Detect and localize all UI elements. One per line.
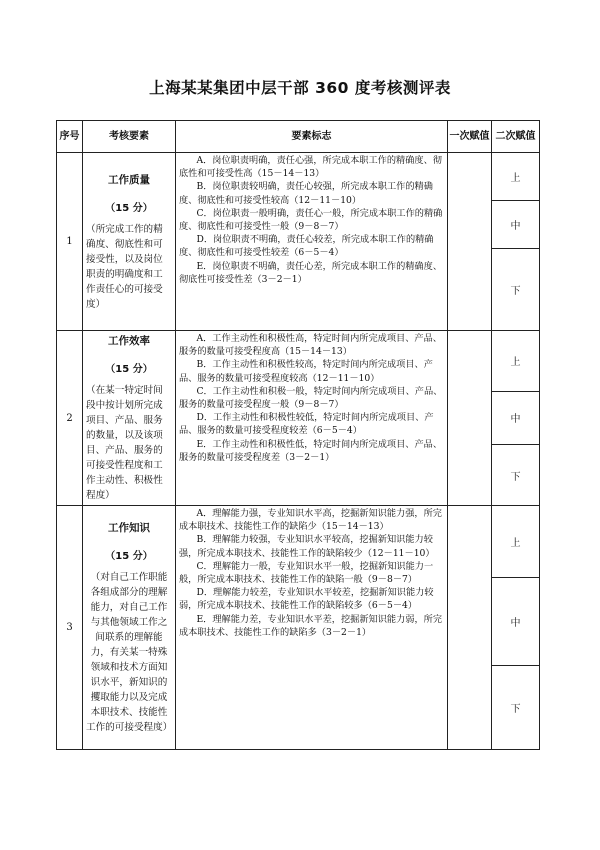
element-description: （所完成工作的精确度、彻底性和可接受性，以及岗位职责的明确度和工作责任心的可接受度） xyxy=(86,223,163,310)
grade-upper[interactable]: 上 xyxy=(492,506,540,578)
criteria-cell xyxy=(176,506,448,750)
criterion-d: D．岗位职责不明确，责任心较差，所完成本职工作的精确度、彻底性和可接受性较差（6－5－4） xyxy=(179,234,434,259)
evaluation-table xyxy=(56,120,540,750)
table-row xyxy=(57,331,540,392)
table-row xyxy=(57,506,540,578)
element-name: 工作效率 xyxy=(108,335,150,347)
header-seq: 序号 xyxy=(57,121,83,153)
grade-upper[interactable]: 上 xyxy=(492,331,540,392)
criterion-b: B．岗位职责较明确，责任心较强，所完成本职工作的精确度、彻底性和可接受性较高（12－11－10） xyxy=(179,181,433,206)
first-score-input[interactable] xyxy=(448,506,492,750)
element-score: （15 分） xyxy=(105,551,153,562)
header-criteria: 要素标志 xyxy=(176,121,448,153)
grade-lower[interactable]: 下 xyxy=(492,666,540,750)
criterion-e: E．岗位职责不明确，责任心差，所完成本职工作的精确度、彻底性可接受性差（3－2－1） xyxy=(179,260,443,285)
element-name: 工作质量 xyxy=(108,173,150,186)
criterion-d: D．工作主动性和积极性较低，特定时间内所完成项目、产品、服务的数量可接受程度较差（6－5－4） xyxy=(179,412,434,437)
grade-upper[interactable]: 上 xyxy=(492,153,540,201)
criterion-a: A．理解能力强，专业知识水平高，挖掘新知识能力强，所完成本职技术、技能性工作的缺陷少（15－14－13） xyxy=(179,508,442,533)
criterion-a: A．工作主动性和积极性高，特定时间内所完成项目、产品、服务的数量可接受程度高（15－14－13） xyxy=(179,333,442,358)
element-description: （在某一特定时间段中按计划所完成项目、产品、服务的数量，以及该项目、产品、服务的可接受性程度和工作主动性、积极性程度） xyxy=(86,385,163,501)
element-cell xyxy=(83,153,176,331)
element-cell xyxy=(83,506,176,750)
element-name: 工作知识 xyxy=(108,522,150,534)
row-number: 2 xyxy=(57,331,83,506)
element-score: （15 分） xyxy=(105,202,153,214)
criterion-c: C．理解能力一般，专业知识水平一般，挖掘新知识能力一般，所完成本职技术、技能性工作的缺陷一般（9－8－7） xyxy=(179,560,434,586)
element-cell xyxy=(83,331,176,506)
row-number: 3 xyxy=(57,506,83,750)
element-score: （15 分） xyxy=(105,364,153,375)
table-header-row xyxy=(57,121,540,153)
first-score-input[interactable] xyxy=(448,153,492,331)
row-number: 1 xyxy=(57,153,83,331)
document-title: 上海某某集团中层干部 360 度考核测评表 xyxy=(149,79,451,97)
header-element: 考核要素 xyxy=(83,121,176,153)
grade-lower[interactable]: 下 xyxy=(492,445,540,506)
grade-lower[interactable]: 下 xyxy=(492,249,540,331)
criterion-b: B．理解能力较强，专业知识水平较高，挖掘新知识能力较强，所完成本职技术、技能性工作的缺陷较少（12－11－10） xyxy=(179,534,435,559)
grade-middle[interactable]: 中 xyxy=(492,578,540,666)
grade-middle[interactable]: 中 xyxy=(492,201,540,249)
criteria-cell xyxy=(176,331,448,506)
criterion-b: B．工作主动性和积极性较高，特定时间内所完成项目、产品、服务的数量可接受程度较高（12－11－10） xyxy=(179,359,433,384)
criterion-a: A．岗位职责明确，责任心强，所完成本职工作的精确度、彻底性和可接受性高（15－14－13） xyxy=(179,155,442,180)
criterion-d: D．理解能力较差，专业知识水平较差，挖掘新知识能力较弱，所完成本职技术、技能性工作的缺陷较多（6－5－4） xyxy=(179,587,434,612)
table-row xyxy=(57,153,540,201)
element-description: （对自己工作职能各组成部分的理解能力，对自己工作与其他领域工作之间联系的理解能力，有关某一特殊领域和技术方面知识水平，新知识的攫取能力以及完成本职技术、技能性工作的可接受程度） xyxy=(86,572,173,733)
header-first-score: 一次赋值 xyxy=(448,121,492,153)
first-score-input[interactable] xyxy=(448,331,492,506)
criterion-e: E．工作主动性和积极性低，特定时间内所完成项目、产品、服务的数量可接受程度差（3－2－1） xyxy=(179,438,443,463)
criteria-cell xyxy=(176,153,448,331)
criterion-c: C．工作主动性和积极一般，特定时间内所完成项目、产品、服务的数量可接受程度一般（9－8－7） xyxy=(179,385,443,411)
criterion-e: E．理解能力差，专业知识水平差，挖掘新知识能力弱，所完成本职技术、技能性工作的缺陷多（3－2－1） xyxy=(179,613,443,638)
criterion-c: C．岗位职责一般明确，责任心一般，所完成本职工作的精确度、彻底性和可接受性一般（9－8－7） xyxy=(179,207,443,233)
header-second-score: 二次赋值 xyxy=(492,121,540,153)
grade-middle[interactable]: 中 xyxy=(492,391,540,445)
